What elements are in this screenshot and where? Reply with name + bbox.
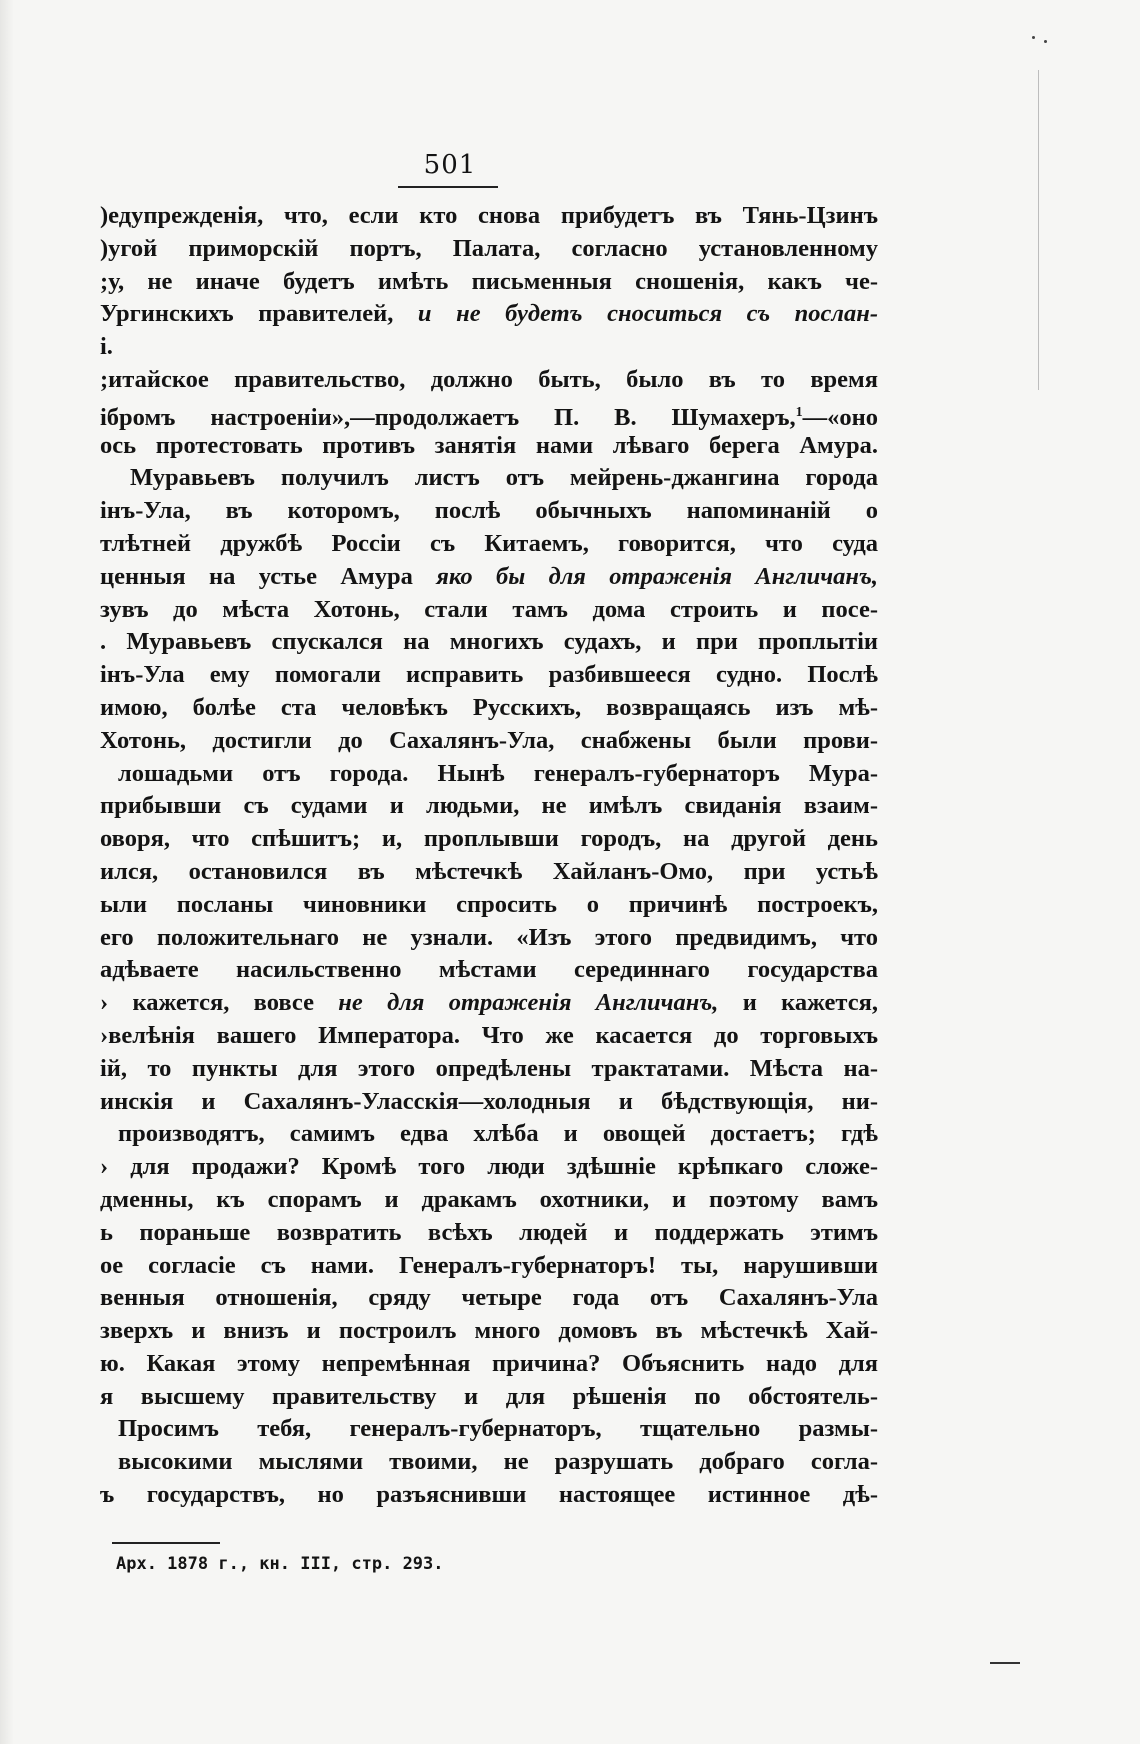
scan-edge [0,0,14,1744]
text-line: я высшему правительству и для рѣшенія по обстоятель- [100,1382,878,1410]
footnote-rule [112,1542,220,1544]
text-line: имою, болѣе ста человѣкъ Русскихъ, возвращаясь изъ мѣ- [100,693,878,721]
text-line: инскія и Сахалянъ-Уласскія—холодныя и бѣдствующія, ни- [100,1087,878,1115]
text-line: венныя отношенія, сряду четыре года отъ Сахалянъ-Ула [100,1284,878,1312]
text-line: производятъ, самимъ едва хлѣба и овощей достаетъ; гдѣ [118,1120,878,1148]
text-line [100,987,878,1020]
text-line: )едупрежденія, что, если кто снова прибудетъ въ Тянь-Цзинъ [100,202,878,229]
text-line: › для продажи? Кромѣ того люди здѣшніе крѣпкаго сложе- [100,1153,878,1181]
text-line: дменны, къ спорамъ и дракамъ охотники, и поэтому вамъ [100,1185,878,1213]
page-number-rule [398,186,498,188]
margin-line [1038,70,1039,390]
text-line: ился, остановился въ мѣстечкѣ Хайланъ-Омо, при устьѣ [100,857,878,885]
text-line: Муравьевъ получилъ листъ отъ мейрень-джангина города [130,464,878,492]
text-line: ыли посланы чиновники спросить о причинѣ построекъ, [100,890,878,918]
page-number: 501 [423,150,477,180]
text-line: ій, то пункты для этого опредѣлены трактатами. Мѣста на- [100,1054,878,1082]
footnote-ref: 1 [795,404,803,420]
text-line: і. [100,333,113,361]
text-line: Просимъ тебя, генералъ-губернаторъ, тщательно размы- [118,1415,878,1443]
text-line: зувъ до мѣста Хотонь, стали тамъ дома строить и посе- [100,595,878,623]
text-line: оворя, что спѣшитъ; и, проплывши городъ, на другой день [100,825,878,853]
text-line: ъ государствъ, но разъяснивши настоящее истинное дѣ- [100,1481,878,1509]
body-text [100,200,878,1512]
text-segment: и кажется, [742,989,878,1017]
text-line: )угой приморскій портъ, Палата, согласно установленному [100,234,878,262]
text-line: ь пораньше возвратить всѣхъ людей и поддержать этимъ [100,1218,878,1246]
italic-phrase: яко бы для отраженія Англичанъ, [436,562,878,590]
text-segment: Ургинскихъ правителей, [100,300,394,328]
text-line: адѣваете насильственно мѣстами серединнаго государства [100,956,878,984]
text-line: ›велѣнія вашего Императора. Что же касается до торговыхъ [100,1021,878,1049]
text-line: Хотонь, достигли до Сахалянъ-Ула, снабжены были прови- [100,726,878,754]
text-line: высокими мыслями твоими, не разрушать добраго согла- [118,1448,878,1476]
text-line [100,397,878,430]
scan-mark [990,1662,1020,1664]
text-line: ;у, не иначе будетъ имѣть письменныя сношенія, какъ че- [100,267,878,295]
text-line: зверхъ и внизъ и построилъ много домовъ въ мѣстечкѣ Хай- [100,1317,878,1345]
text-line [100,561,878,594]
text-line: ось протестовать противъ занятія нами лѣваго берега Амура. [100,431,878,459]
text-line: ;итайское правительство, должно быть, было въ то время [100,365,878,393]
text-segment: —«оно [802,403,878,430]
text-line: ое согласіе съ нами. Генералъ-губернаторъ! ты, нарушивши [100,1251,878,1279]
italic-phrase: и не будетъ сноситься съ послан- [417,300,878,328]
text-line: его положительнаго не узнали. «Изъ этого предвидимъ, что [100,923,878,951]
italic-phrase: не для отраженія Англичанъ, [338,989,719,1017]
text-segment: ценныя на устье Амура [100,562,413,590]
text-segment: ібромъ настроеніи»,—продолжаетъ П. В. Шумахеръ, [100,403,796,430]
scan-speck [1044,40,1047,43]
text-line: інъ-Ула, въ которомъ, послѣ обычныхъ напоминаній о [100,497,878,525]
text-line: ю. Какая этому непремѣнная причина? Объяснить надо для [100,1349,878,1377]
text-segment: › кажется, вовсе [100,989,314,1017]
text-line: лошадьми отъ города. Нынѣ генералъ-губернаторъ Мура- [118,759,878,787]
text-line: прибывши съ судами и людьми, не имѣлъ свиданія взаим- [100,792,878,820]
text-line: інъ-Ула ему помогали исправить разбившееся судно. Послѣ [100,661,878,689]
text-line [100,298,878,331]
text-line: . Муравьевъ спускался на многихъ судахъ, и при проплытіи [100,628,878,656]
scan-speck [1032,36,1035,39]
footnote: Арх. 1878 г., кн. III, стр. 293. [116,1554,444,1574]
text-line: тлѣтней дружбѣ Россіи съ Китаемъ, говорится, что суда [100,529,878,557]
